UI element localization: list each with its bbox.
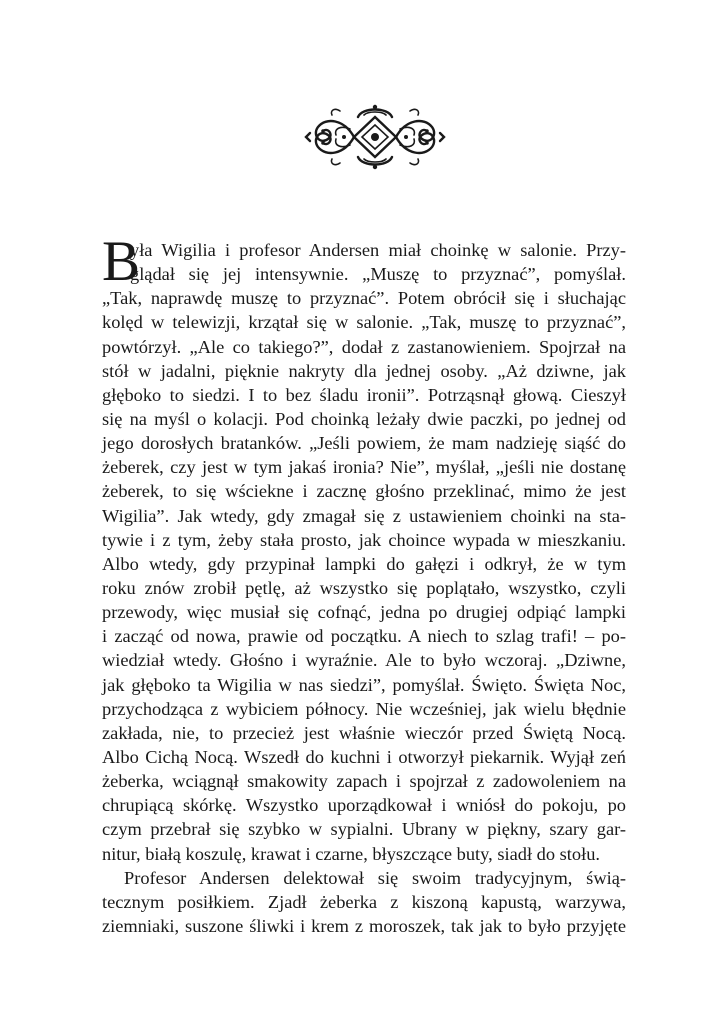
text-line: zakłada, nie, to przecież jest właśnie wieczór przed Świętą Nocą. — [102, 722, 626, 743]
drop-cap: B — [102, 230, 141, 293]
text-line: powtórzył. „Ale co takiego?”, dodał z zastanowieniem. Spojrzał na — [102, 336, 626, 357]
text-line: glądał się jej intensywnie. „Muszę to przyznać”, pomyślał. — [130, 264, 626, 285]
text-line: wiedział wtedy. Głośno i wyraźnie. Ale to było wczoraj. „Dziwne, — [102, 650, 626, 671]
text-line: jego dorosłych bratanków. „Jeśli powiem, że mam nadzieję siąść do — [102, 433, 626, 454]
text-line: Albo wtedy, gdy przypinał lampki do gałęzi i odkrył, że w tym — [102, 553, 626, 574]
text-line: „Tak, naprawdę muszę to przyznać”. Potem obrócił się i słuchając — [102, 288, 626, 309]
paragraph-end-line: nitur, białą koszulę, krawat i czarne, błyszczące buty, siadł do stołu. — [102, 843, 601, 864]
text-line: roku znów zrobił pętlę, aż wszystko się poplątało, wszystko, czyli — [102, 577, 626, 598]
text-line: przychodząca z wybiciem północy. Nie wcześniej, jak wielu błędnie — [102, 698, 626, 719]
floral-ornament-icon — [304, 103, 446, 171]
text-line: Albo Cichą Nocą. Wszedł do kuchni i otworzył piekarnik. Wyjął zeń — [102, 746, 626, 767]
text-line: jak głęboko ta Wigilia w nas siedzi”, pomyślał. Święto. Święta Noc, — [102, 674, 626, 695]
text-line: przewody, więc musiał się cofnąć, jedna po drugiej odpiąć lampki — [102, 602, 626, 623]
text-line: czym przebrał się szybko w sypialni. Ubrany w piękny, szary gar- — [102, 819, 626, 840]
text-line: ziemniaki, suszone śliwki i krem z moroszek, tak jak to było przyjęte — [102, 915, 626, 936]
text-line: żeberek, czy jest w tym jakaś ironia? Nie”, myślał, „jeśli nie dostanę — [102, 457, 626, 478]
text-line: Wigilia”. Jak wtedy, gdy zmagał się z ustawieniem choinki na sta- — [102, 505, 626, 526]
text-line: głęboko to siedzi. I to bez śladu ironii”. Potrząsnął głową. Cieszył — [102, 384, 626, 405]
text-line: yła Wigilia i profesor Andersen miał choinkę w salonie. Przy- — [130, 240, 626, 260]
first-paragraph-opening — [102, 230, 626, 293]
text-line: żeberek, to się wściekne i zacznę głośno przeklinać, mimo że jest — [102, 481, 626, 502]
text-line: chrupiącą skórkę. Wszystko uporządkował i wniósł do pokoju, po — [102, 795, 626, 816]
text-line: się na myśl o kolacji. Pod choinką leżały dwie paczki, po jednej od — [102, 409, 626, 429]
text-line: żeberka, wciągnął smakowity zapach i spojrzał z zadowoleniem na — [102, 771, 626, 792]
body-text — [102, 230, 626, 938]
text-line: i zacząć od nowa, prawie od początku. A niech to szlag trafi! – po- — [102, 626, 626, 647]
text-line: stół w jadalni, pięknie nakryty dla jednej osoby. „Aż dziwne, jak — [102, 360, 626, 381]
text-line: kolęd w telewizji, krzątał się w salonie. „Tak, muszę to przyznać”, — [102, 312, 626, 333]
paragraph-start-line: Profesor Andersen delektował się swoim tradycyjnym, świą- — [124, 867, 626, 888]
text-line: tecznym posiłkiem. Zjadł żeberka z kiszoną kapustą, warzywa, — [102, 891, 626, 912]
text-line: tywie i z tym, żeby stała prosto, jak choince wypada w mieszkaniu. — [102, 529, 626, 550]
